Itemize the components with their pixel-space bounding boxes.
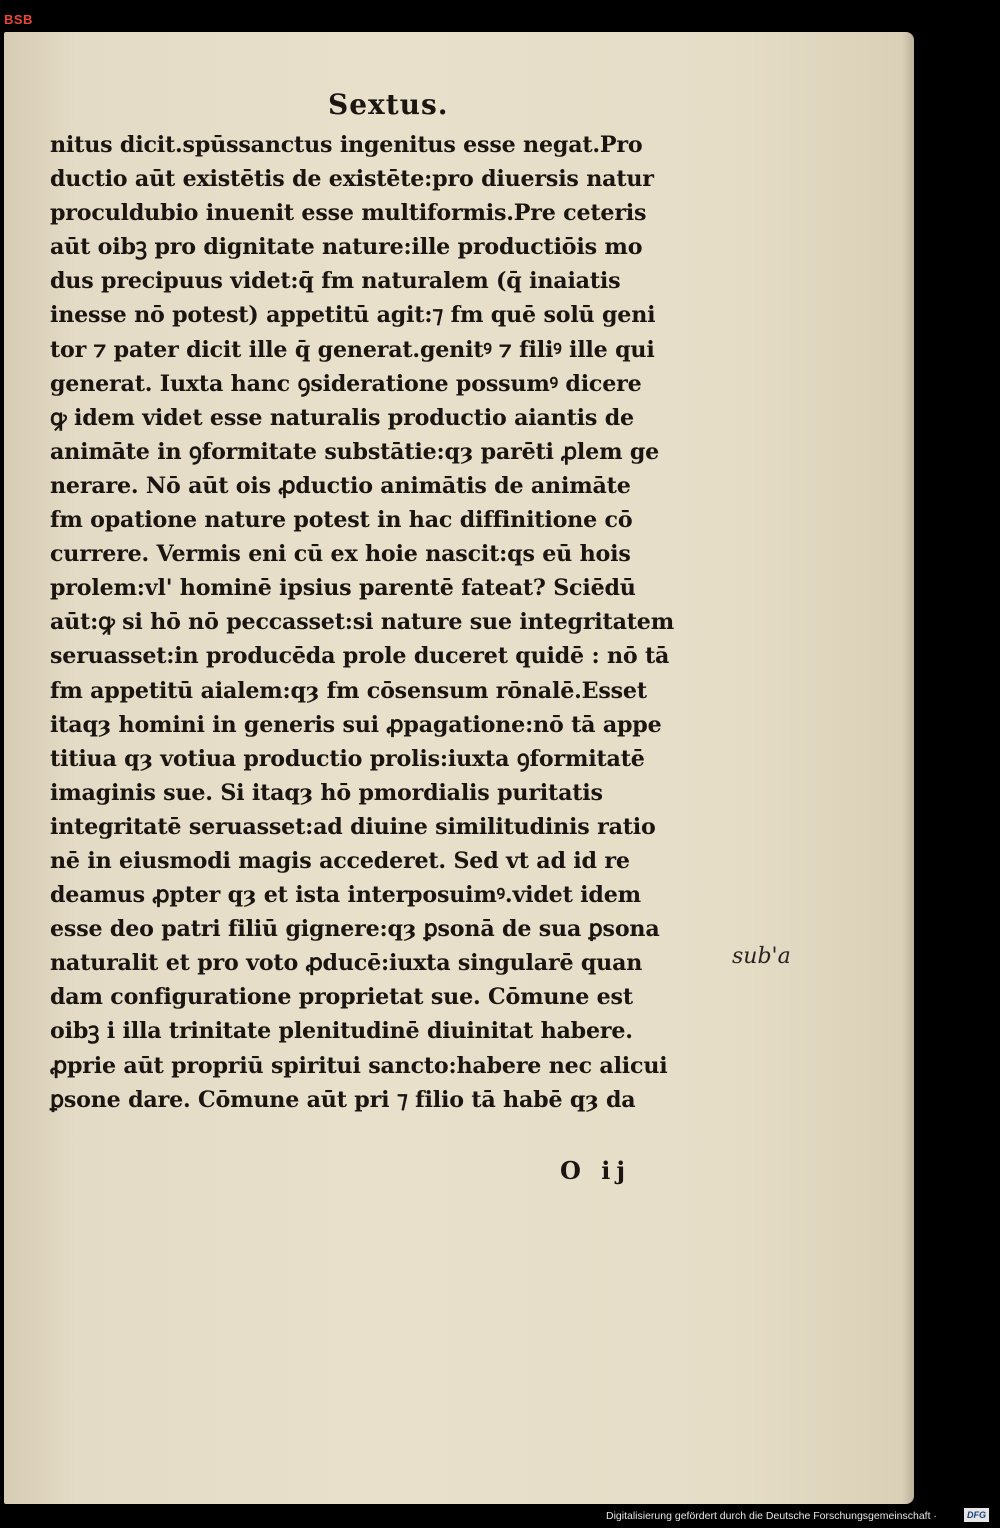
text-line: nē in eiusmodi magis accederet. Sed vt ad id re	[50, 847, 630, 874]
text-line: dam configuratione proprietat sue. Cōmune est	[50, 984, 633, 1011]
text-line: nerare. Nō aūt ois ꝓductio animātis de animāte	[50, 472, 631, 499]
text-line: itaqȝ homini in generis sui ꝓpagatione:nō tā appe	[50, 711, 662, 738]
text-line: ꝙ idem videt esse naturalis productio aiantis de	[50, 404, 634, 431]
text-line: titiua qȝ votiua productio prolis:iuxta ꝯformitatē	[50, 745, 645, 772]
text-line: generat. Iuxta hanc ꝯsideratione possumꝰ dicere	[50, 370, 642, 397]
page-edge-shadow	[902, 32, 914, 1504]
text-line: deamus ꝓpter qȝ et ista interposuimꝰ.videt idem	[50, 882, 641, 909]
text-line: ductio aūt existētis de existēte:pro diuersis natur	[50, 166, 654, 193]
text-line: esse deo patri filiū gignere:qȝ ꝑsonā de sua ꝑsona	[50, 916, 660, 943]
text-line: proculdubio inuenit esse multiformis.Pre ceteris	[50, 200, 647, 227]
signature-mark: O ij	[560, 1156, 632, 1185]
text-line: seruasset:in producēda prole duceret quidē : nō tā	[50, 643, 670, 670]
text-line: nitus dicit.spūssanctus ingenitus esse negat.Pro	[50, 132, 643, 158]
text-line: integritatē seruasset:ad diuine similitudinis ratio	[50, 813, 656, 840]
text-block	[50, 128, 740, 1117]
text-line: imaginis sue. Si itaqȝ hō pmordialis puritatis	[50, 779, 603, 806]
text-line: naturalit et pro voto ꝓducē:iuxta singularē quan	[50, 950, 643, 977]
text-line: currere. Vermis eni cū ex hoie nascit:qs eū hois	[50, 541, 631, 568]
text-line: aūt:ꝙ si hō nō peccasset:si nature sue integritatem	[50, 609, 674, 636]
text-line: ꝑsone dare. Cōmune aūt pri ⁊ filio tā habē qȝ da	[50, 1086, 636, 1113]
text-line: fm appetitū aialem:qȝ fm cōsensum rōnalē.Esset	[50, 677, 647, 704]
dfg-logo: DFG	[964, 1508, 989, 1522]
text-line: dus precipuus videt:q̄ fm naturalem (q̄ inaiatis	[50, 268, 621, 295]
text-line: inesse nō potest) appetitū agit:⁊ fm quē solū geni	[50, 302, 656, 329]
marginal-annotation: sub'a	[732, 944, 791, 969]
text-line: aūt oibꝫ pro dignitate nature:ille productiōis mo	[50, 234, 643, 261]
running-head: Sextus.	[328, 88, 449, 121]
text-line: oibꝫ i illa trinitate plenitudinē diuinitat habere.	[50, 1018, 633, 1045]
bsb-logo: BSB	[4, 12, 33, 27]
text-line: ꝓprie aūt propriū spiritui sancto:habere nec alicui	[50, 1052, 668, 1079]
text-line: prolem:vl' hominē ipsius parentē fateat? Sciēdū	[50, 575, 636, 602]
text-line: fm opatione nature potest in hac diffinitione cō	[50, 507, 633, 534]
text-line: tor ⁊ pater dicit ille q̄ generat.genitꝰ ⁊ filiꝰ ille qui	[50, 336, 655, 363]
text-line: animāte in ꝯformitate substātie:qȝ parēti ꝓlem ge	[50, 438, 660, 465]
funding-credit: Digitalisierung gefördert durch die Deutsche Forschungsgemeinschaft ·	[606, 1510, 937, 1522]
